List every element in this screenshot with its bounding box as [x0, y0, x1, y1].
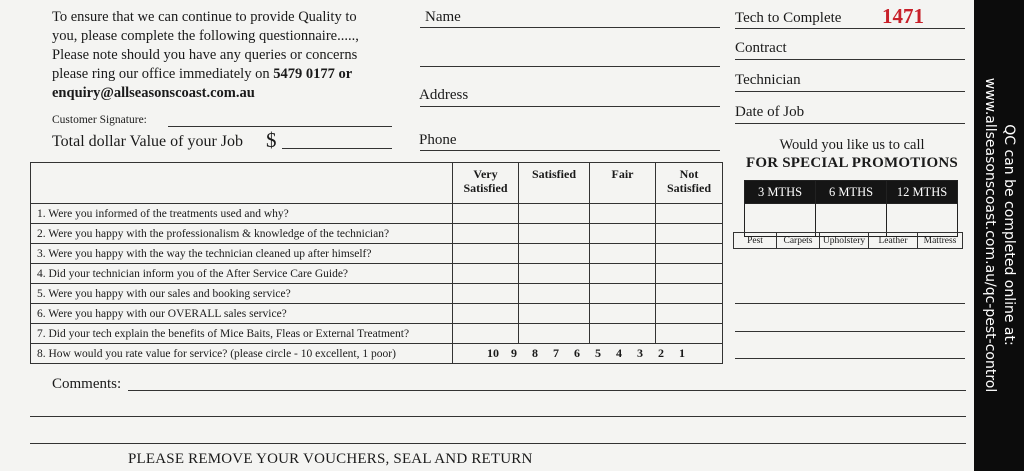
header-fair: Fair: [590, 163, 656, 204]
question-header-blank: [31, 163, 453, 204]
questionnaire-table: [30, 162, 723, 364]
question-text: 5. Were you happy with our sales and booking service?: [31, 284, 453, 304]
scale-option[interactable]: 3: [637, 346, 643, 360]
rating-cell[interactable]: [519, 244, 590, 264]
promotion-services-table: [733, 232, 963, 249]
name-field-line-2[interactable]: [420, 66, 720, 67]
question-row: [31, 244, 723, 264]
intro-line-4: [52, 65, 412, 84]
intro-text: [52, 8, 412, 103]
customer-signature-label: Customer Signature:: [52, 114, 147, 126]
rating-cell[interactable]: [590, 264, 656, 284]
intro-line-1: To ensure that we can continue to provide Quality to: [52, 9, 357, 25]
phone-label: Phone: [419, 132, 457, 148]
comments-field-line-2[interactable]: [30, 416, 966, 417]
rating-cell[interactable]: [590, 204, 656, 224]
intro-line-2: you, please complete the following questionnaire.....,: [52, 28, 359, 44]
question-row: [31, 284, 723, 304]
dollar-sign: $: [266, 128, 277, 152]
scale-option[interactable]: 10: [487, 346, 499, 360]
address-label: Address: [419, 87, 469, 103]
rating-cell[interactable]: [656, 284, 723, 304]
service-upholstery[interactable]: Upholstery: [820, 233, 869, 249]
technician-field[interactable]: [735, 91, 965, 92]
reference-number: 1471: [882, 4, 924, 28]
side-banner-url[interactable]: www.allseasonscoast.com.au/qc-pest-control: [982, 77, 998, 393]
rating-cell[interactable]: [590, 304, 656, 324]
tech-to-complete-label: Tech to Complete: [735, 10, 842, 26]
header-not-satisfied: Not Satisfied: [656, 163, 723, 204]
promotions-note-line[interactable]: [735, 303, 965, 304]
rating-cell[interactable]: [453, 324, 519, 344]
question-row-value: [31, 344, 723, 364]
month-option-12: 12 MTHS: [887, 181, 958, 204]
month-option-6: 6 MTHS: [816, 181, 887, 204]
rating-cell[interactable]: [656, 304, 723, 324]
customer-signature-field[interactable]: [168, 126, 392, 127]
name-field[interactable]: [420, 27, 720, 28]
rating-cell[interactable]: [656, 204, 723, 224]
promotions-note-line[interactable]: [735, 358, 965, 359]
rating-cell[interactable]: [519, 304, 590, 324]
scale-option[interactable]: 1: [679, 346, 685, 360]
scale-option[interactable]: 4: [616, 346, 622, 360]
question-text: 2. Were you happy with the professionalism & knowledge of the technician?: [31, 224, 453, 244]
footer-instruction: PLEASE REMOVE YOUR VOUCHERS, SEAL AND RETURN: [128, 451, 533, 467]
question-row: [31, 204, 723, 224]
rating-cell[interactable]: [590, 324, 656, 344]
rating-cell[interactable]: [519, 224, 590, 244]
service-pest[interactable]: Pest: [734, 233, 777, 249]
total-value-field[interactable]: [282, 148, 392, 149]
side-banner-text: [980, 78, 1018, 392]
rating-cell[interactable]: [590, 224, 656, 244]
questionnaire-header-row: [31, 163, 723, 204]
scale-option[interactable]: 9: [511, 346, 517, 360]
service-leather[interactable]: Leather: [869, 233, 918, 249]
month-option-3: 3 MTHS: [745, 181, 816, 204]
promotions-prompt: [742, 136, 962, 172]
name-label: Name: [425, 9, 461, 25]
question-text: 3. Were you happy with the way the technician cleaned up after himself?: [31, 244, 453, 264]
rating-cell[interactable]: [453, 224, 519, 244]
promotions-note-line[interactable]: [735, 331, 965, 332]
rating-cell[interactable]: [656, 224, 723, 244]
scale-option[interactable]: 2: [658, 346, 664, 360]
date-of-job-field[interactable]: [735, 123, 965, 124]
rating-cell[interactable]: [656, 324, 723, 344]
comments-label: Comments:: [52, 376, 122, 392]
promotion-months-table: [744, 180, 958, 237]
tech-to-complete-field[interactable]: [735, 28, 965, 29]
rating-cell[interactable]: [590, 244, 656, 264]
question-row: [31, 324, 723, 344]
question-row: [31, 304, 723, 324]
comments-field-line-3[interactable]: [30, 443, 966, 444]
rating-cell[interactable]: [453, 304, 519, 324]
intro-line-4-text: please ring our office immediately on: [52, 66, 274, 82]
scale-option[interactable]: 6: [574, 346, 580, 360]
side-banner-line-1: QC can be completed online at:: [1001, 124, 1017, 346]
rating-cell[interactable]: [453, 264, 519, 284]
scale-option[interactable]: 8: [532, 346, 538, 360]
service-mattress[interactable]: Mattress: [918, 233, 963, 249]
office-phone: 5479 0177 or: [273, 66, 353, 82]
question-text: 1. Were you informed of the treatments used and why?: [31, 204, 453, 224]
question-text: 4. Did your technician inform you of the After Service Care Guide?: [31, 264, 453, 284]
rating-cell[interactable]: [519, 284, 590, 304]
rating-cell[interactable]: [519, 324, 590, 344]
comments-field[interactable]: [128, 390, 966, 391]
rating-cell[interactable]: [590, 284, 656, 304]
contract-label: Contract: [735, 40, 787, 56]
rating-cell[interactable]: [519, 264, 590, 284]
contract-field[interactable]: [735, 59, 965, 60]
address-field[interactable]: [420, 106, 720, 107]
question-text: 6. Were you happy with our OVERALL sales service?: [31, 304, 453, 324]
service-carpets[interactable]: Carpets: [777, 233, 820, 249]
rating-cell[interactable]: [656, 244, 723, 264]
office-email-line: [52, 84, 412, 103]
date-of-job-label: Date of Job: [735, 104, 805, 120]
rating-cell[interactable]: [453, 284, 519, 304]
question-text: 7. Did your tech explain the benefits of Mice Baits, Fleas or External Treatment?: [31, 324, 453, 344]
scale-option[interactable]: 7: [553, 346, 559, 360]
intro-line-3: Please note should you have any queries or concerns: [52, 47, 358, 63]
header-satisfied: Satisfied: [519, 163, 590, 204]
header-very-satisfied: Very Satisfied: [453, 163, 519, 204]
office-email: enquiry@allseasonscoast.com.au: [52, 85, 255, 101]
rating-cell[interactable]: [656, 264, 723, 284]
rating-cell[interactable]: [453, 244, 519, 264]
rating-cell[interactable]: [519, 204, 590, 224]
scale-option[interactable]: 5: [595, 346, 601, 360]
question-text: 8. How would you rate value for service? (please circle - 10 excellent, 1 poor): [31, 344, 453, 364]
question-row: [31, 224, 723, 244]
total-value-label: Total dollar Value of your Job: [52, 133, 243, 150]
question-row: [31, 264, 723, 284]
value-scale: [453, 344, 723, 364]
technician-label: Technician: [735, 72, 801, 88]
promotions-question: Would you like us to call: [779, 137, 925, 153]
rating-cell[interactable]: [453, 204, 519, 224]
promotions-heading: FOR SPECIAL PROMOTIONS: [746, 155, 958, 171]
phone-field[interactable]: [420, 150, 720, 151]
